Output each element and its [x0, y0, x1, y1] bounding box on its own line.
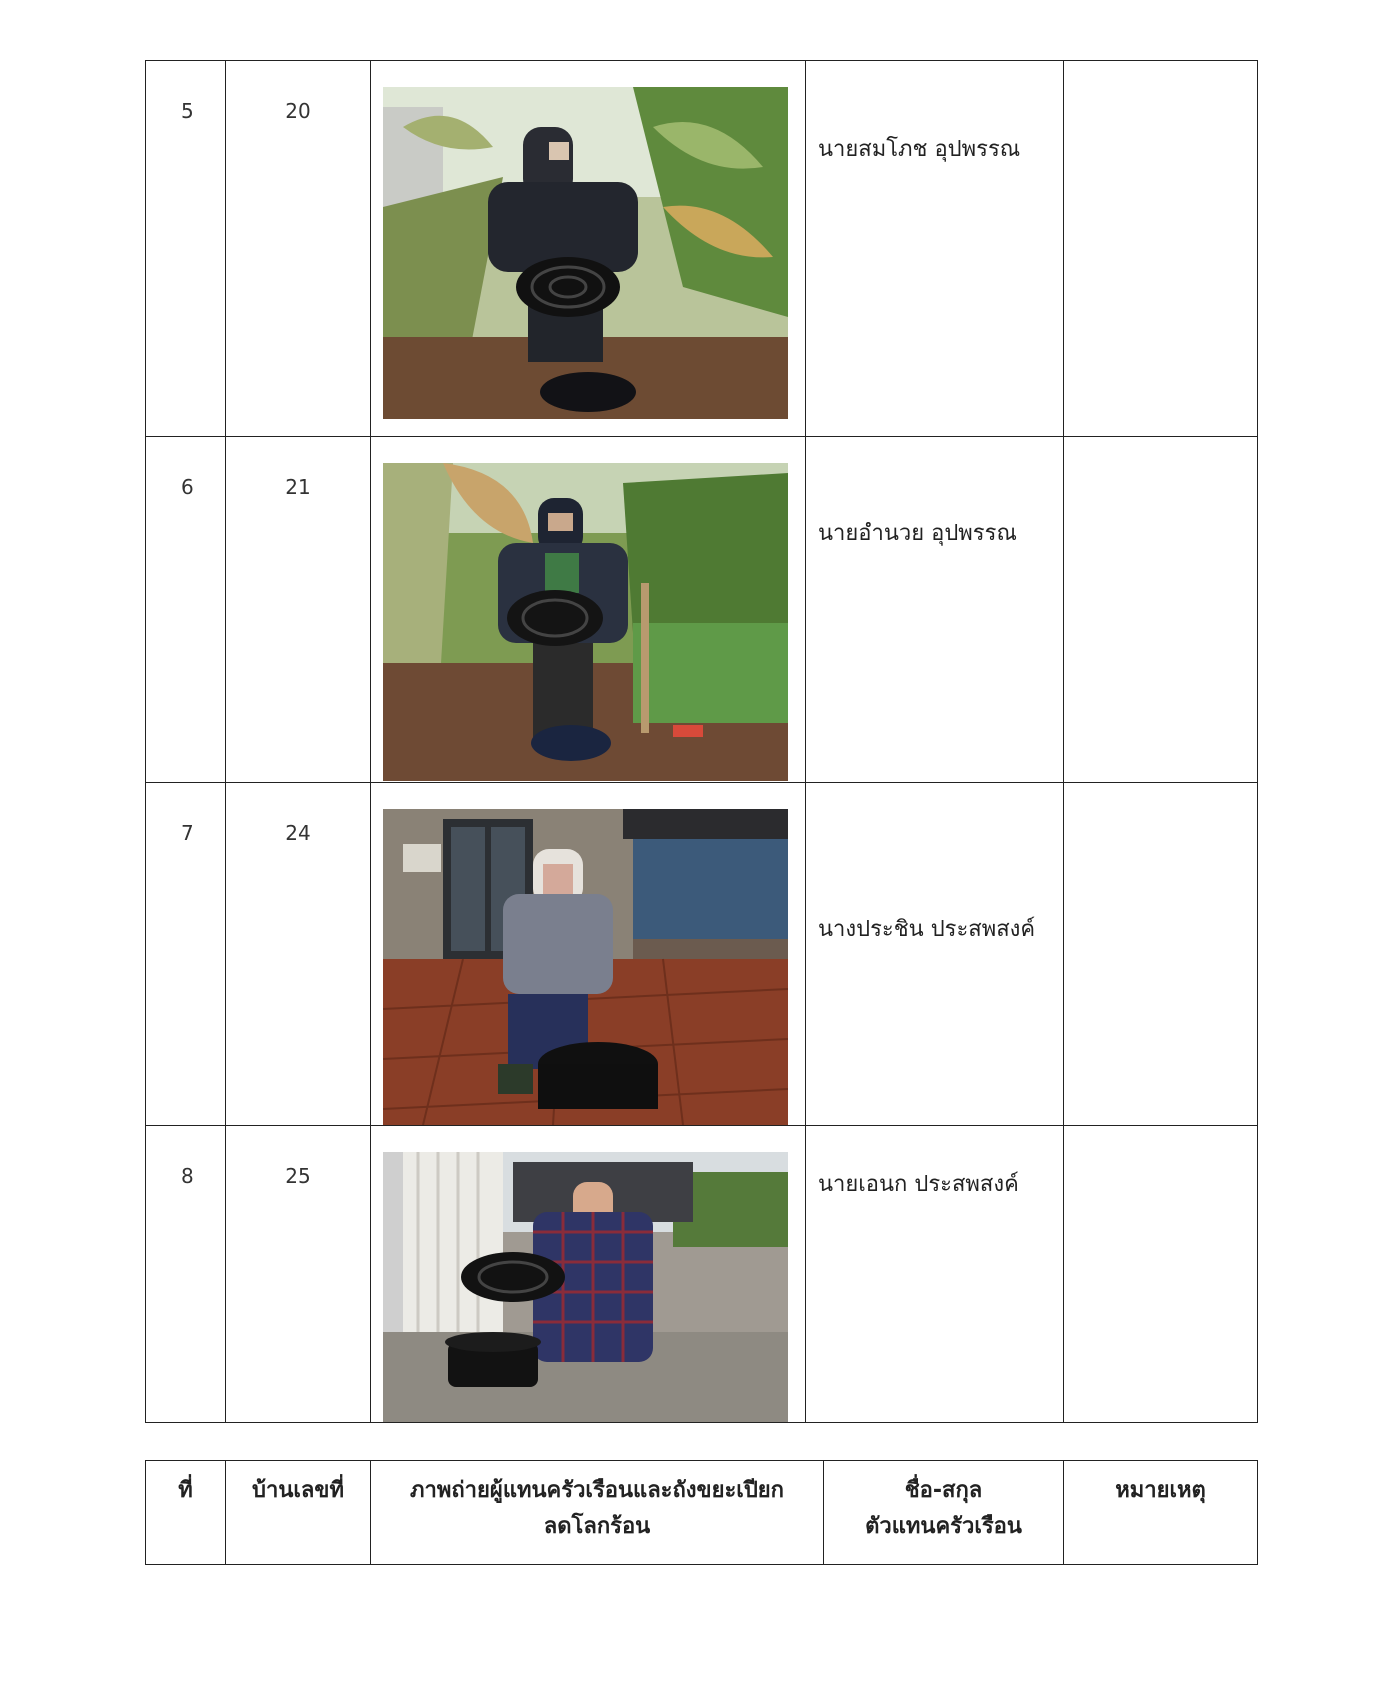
- row-number: 5: [146, 61, 226, 437]
- photo-banana-garden-man: [383, 87, 788, 419]
- photo-porch-woman-with-bin: [383, 809, 788, 1125]
- photo-garden-man-with-bin: [383, 463, 788, 781]
- header-name-line1: ชื่อ-สกุล: [904, 1478, 983, 1503]
- photo-yard-woman-with-bin: [383, 1152, 788, 1422]
- header-photo-line2: ลดโลกร้อน: [543, 1514, 651, 1539]
- house-number: 25: [226, 1126, 371, 1423]
- photo-cell: [371, 783, 806, 1126]
- house-number: 21: [226, 437, 371, 783]
- table-row: [146, 783, 1258, 1126]
- household-photo: [383, 1152, 788, 1422]
- house-number: 24: [226, 783, 371, 1126]
- row-number: 7: [146, 783, 226, 1126]
- header-seq: ที่: [146, 1461, 226, 1565]
- name-cell: [806, 437, 1064, 783]
- household-representative-name: นายสมโภช อุปพรรณ: [818, 137, 1021, 162]
- household-representative-name: นางประชิน ประสพสงค์: [818, 917, 1036, 942]
- header-name-line2: ตัวแทนครัวเรือน: [865, 1514, 1022, 1539]
- house-number: 20: [226, 61, 371, 437]
- table-row: [146, 1126, 1258, 1423]
- household-table: [145, 60, 1258, 1423]
- header-photo: [371, 1461, 824, 1565]
- table-row: [146, 61, 1258, 437]
- remark-cell: [1064, 783, 1258, 1126]
- household-photo: [383, 463, 788, 781]
- photo-cell: [371, 61, 806, 437]
- remark-cell: [1064, 437, 1258, 783]
- table-header-row: [145, 1460, 1258, 1565]
- remark-cell: [1064, 61, 1258, 437]
- remark-cell: [1064, 1126, 1258, 1423]
- table-row: [146, 437, 1258, 783]
- name-cell: [806, 1126, 1064, 1423]
- row-number: 8: [146, 1126, 226, 1423]
- header-photo-line1: ภาพถ่ายผู้แทนครัวเรือนและถังขยะเปียก: [410, 1478, 784, 1503]
- row-number: 6: [146, 437, 226, 783]
- name-cell: [806, 783, 1064, 1126]
- header-remark: หมายเหตุ: [1064, 1461, 1258, 1565]
- header-name: [824, 1461, 1064, 1565]
- household-photo: [383, 809, 788, 1125]
- household-representative-name: นายอำนวย อุปพรรณ: [818, 521, 1017, 546]
- photo-cell: [371, 1126, 806, 1423]
- photo-cell: [371, 437, 806, 783]
- household-photo: [383, 87, 788, 419]
- household-representative-name: นายเอนก ประสพสงค์: [818, 1172, 1019, 1197]
- header-house-number: บ้านเลขที่: [226, 1461, 371, 1565]
- name-cell: [806, 61, 1064, 437]
